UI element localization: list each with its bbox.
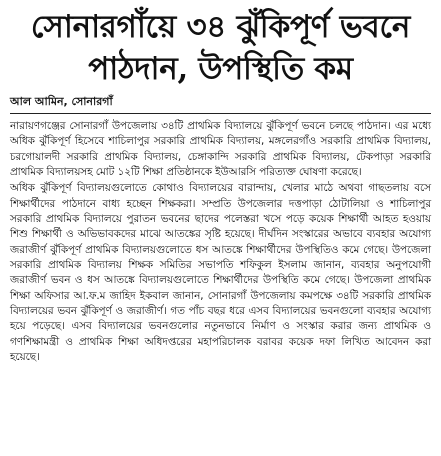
byline: আল আমিন, সোনারগাঁ <box>10 95 113 108</box>
article-body <box>0 114 441 366</box>
headline-line-1: সোনারগাঁয়ে ৩৪ ঝুঁকিপূর্ণ ভবনে <box>30 9 411 45</box>
headline-line-2: পাঠদান, উপস্থিতি কম <box>88 51 353 87</box>
headline <box>0 0 441 90</box>
byline-block <box>10 94 431 114</box>
paragraph-1: নারায়ণগঞ্জের সোনারগাঁ উপজেলায় ৩৪টি প্রাথমিক বিদ্যালয়ে ঝুঁকিপূর্ণ ভবনে চলছে পাঠদান। এর মধ্যে অধিক ঝুঁকিপূর্ণ হিসেবে শাচিলাপুর সরকারি প্রাথমিক বিদ্যালয়, মঙ্গলেরগাঁও সরকারি প্রাথমিক বিদ্যালয়, চরগোয়ালদী সরকারি প্রাথমিক বিদ্যালয়, চেঙ্গাকান্দি সরকারি প্রাথমিক বিদ্যালয়, টেকপাড়া সরকারি প্রাথমিক বিদ্যালয়সহ মোট ১২টি শিক্ষা প্রতিষ্ঠানকে ইউআরসি পরিত্যক্ত ঘোষণা করেছে। <box>10 120 431 179</box>
paragraph-2: অধিক ঝুঁকিপূর্ণ বিদ্যালয়গুলোতে কোথাও বিদ্যালয়ের বারান্দায়, খেলার মাঠে অথবা গাছতলায় বসে শিক্ষার্থীদের পাঠদানে বাধ্য হচ্ছেন শিক্ষকরা। সম্প্রতি উপজেলার দত্তপাড়া ঠোটালিয়া ও শাচিলাপুর সরকারি প্রাথমিক বিদ্যালয়ে পুরাতন ভবনের ছাদের পলেস্তরা খসে পড়ে কয়েক শিক্ষার্থী আহত হওয়ায় শিশু শিক্ষার্থী ও অভিভাবকদের মাঝে আতঙ্কের সৃষ্টি হয়েছে। দীর্ঘদিন সংস্কারের অভাবে ব্যবহার অযোগ্য জরাজীর্ণ ঝুঁকিপূর্ণ প্রাথমিক বিদ্যালয়গুলোতে ধস আতঙ্কে শিক্ষার্থীদের উপস্থিতিও কমে গেছে। উপজেলা সরকারি প্রাথমিক বিদ্যালয় শিক্ষক সমিতির সভাপতি শফিকুল ইসলাম জানান, ব্যবহার অনুপযোগী জরাজীর্ণ ভবন ও ধস আতঙ্কে বিদ্যালয়গুলোতে শিক্ষার্থীদের উপস্থিতি কমে গেছে। উপজেলা প্রাথমিক শিক্ষা অফিসার আ.ফ.ম জাহিদ ইকবাল জানান, সোনারগাঁ উপজেলায় কমপক্ষে ৩৪টি সরকারি প্রাথমিক বিদ্যালয়ের ভবন ঝুঁকিপূর্ণ ও জরাজীর্ণ। গত পাঁচ বছর ধরে এসব বিদ্যালয়ের ভবনগুলো ব্যবহার অযোগ্য হয়ে পড়েছে। এসব বিদ্যালয়ের ভবনগুলোর নতুনভাবে নির্মাণ ও সংস্কার করার জন্য প্রাথমিক ও গণশিক্ষামন্ত্রী ও প্রাথমিক শিক্ষা অধিদপ্তরের মহাপরিচালক বরাবর কয়েক দফা লিখিত আবেদন করা হয়েছে। <box>10 182 431 364</box>
